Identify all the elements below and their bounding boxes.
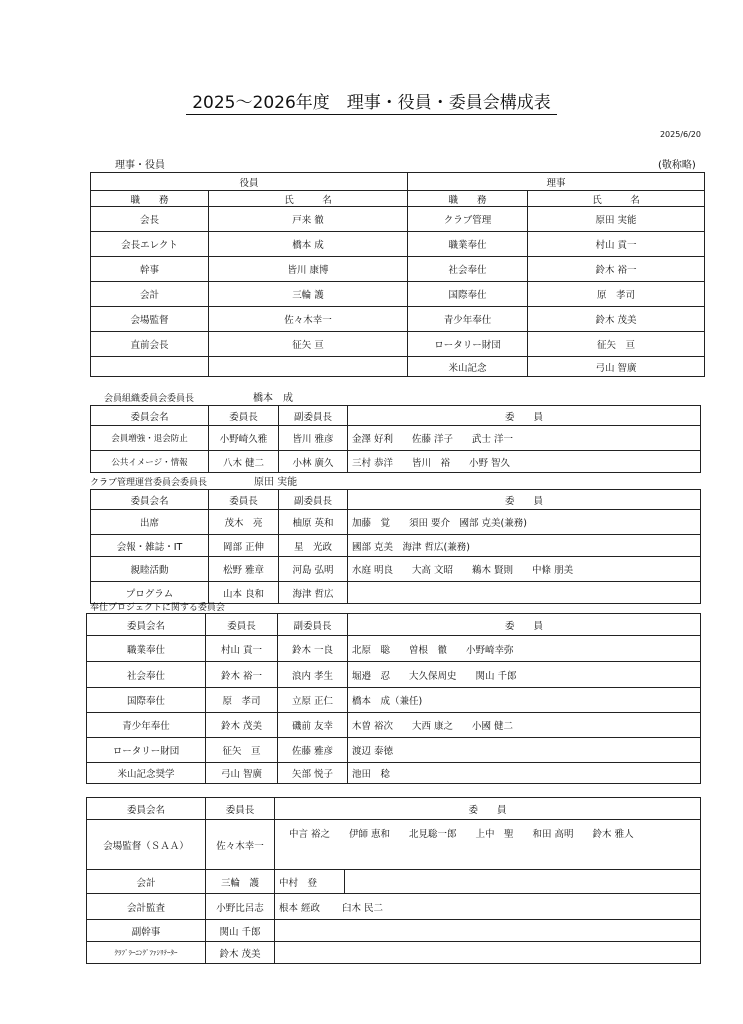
table-row xyxy=(91,232,705,257)
cell xyxy=(348,582,701,604)
document-title-text: 2025～2026年度 理事・役員・委員会構成表 xyxy=(186,93,557,115)
cell xyxy=(91,357,209,377)
cell: 加藤 覚 須田 要介 國部 克美(兼務) xyxy=(348,510,701,535)
col-header: 委員会名 xyxy=(91,406,209,426)
cell: 三輪 護 xyxy=(206,870,275,894)
cell: 公共イメージ・情報 xyxy=(91,451,209,473)
cell: 佐々木幸一 xyxy=(206,820,275,870)
cell: 立原 正仁 xyxy=(278,688,348,713)
cell: 征矢 亘 xyxy=(528,332,705,357)
table-row xyxy=(87,870,701,894)
cell: 小野比呂志 xyxy=(206,894,275,920)
table-row xyxy=(91,282,705,307)
cell: 木曽 裕次 大西 康之 小國 健二 xyxy=(348,713,701,738)
cell: 親睦活動 xyxy=(91,557,209,582)
cell: ロータリー財団 xyxy=(408,332,528,357)
officers-header: 役員 xyxy=(91,173,408,191)
cell: 征矢 亘 xyxy=(206,738,278,763)
table-row xyxy=(91,357,705,377)
col-header: 副委員長 xyxy=(279,406,348,426)
col-header: 委 員 xyxy=(348,406,701,426)
table-row xyxy=(87,662,701,688)
cell: 海津 哲広 xyxy=(279,582,348,604)
cell: 鈴木 茂美 xyxy=(528,307,705,332)
table-row xyxy=(87,738,701,763)
cell: 茂木 亮 xyxy=(209,510,279,535)
cell: 松野 雅章 xyxy=(209,557,279,582)
cell: 三輪 護 xyxy=(209,282,408,307)
table-row xyxy=(87,920,701,942)
cell: 池田 稔 xyxy=(348,763,701,784)
cell: 鈴木 裕一 xyxy=(206,662,278,688)
col-header: 委員会名 xyxy=(87,798,206,820)
member-name: 臼木 民二 xyxy=(342,902,384,914)
table-row xyxy=(87,763,701,784)
cell: 征矢 亘 xyxy=(209,332,408,357)
cell: ロータリー財団 xyxy=(87,738,206,763)
table-row xyxy=(87,688,701,713)
col-header: 委員長 xyxy=(206,614,278,636)
cell: 矢部 悦子 xyxy=(278,763,348,784)
cell: 橋本 成 xyxy=(209,232,408,257)
cell: 社会奉仕 xyxy=(408,257,528,282)
col-header: 副委員長 xyxy=(279,490,348,510)
cell: 河島 弘明 xyxy=(279,557,348,582)
cell: 堀邉 忍 大久保周史 関山 千郎 xyxy=(348,662,701,688)
cell: 磯前 友幸 xyxy=(278,713,348,738)
cell: 副幹事 xyxy=(87,920,206,942)
cell xyxy=(209,357,408,377)
duty-header: 職 務 xyxy=(91,191,209,207)
cell: 原 孝司 xyxy=(206,688,278,713)
honorifics-note: (敬称略) xyxy=(658,160,696,171)
cell: 小林 廣久 xyxy=(279,451,348,473)
name-header: 氏 名 xyxy=(528,191,705,207)
cell: 弓山 智廣 xyxy=(528,357,705,377)
service-projects-table xyxy=(86,613,701,784)
cell: 弓山 智廣 xyxy=(206,763,278,784)
cell: 星 光政 xyxy=(279,535,348,557)
col-header: 委員長 xyxy=(206,798,275,820)
col-header: 委 員 xyxy=(348,490,701,510)
club-admin-committee-table xyxy=(90,489,701,604)
service-projects-label: 奉仕プロジェクトに関する委員会 xyxy=(90,603,225,613)
membership-committee-label: 会員組織委員会委員長 xyxy=(104,394,195,404)
cell: 中言 裕之 伊師 恵和 北見聡一郎 上中 聖 和田 高明 鈴木 雅人 xyxy=(275,820,701,870)
cell: 三村 恭洋 皆川 裕 小野 智久 xyxy=(348,451,701,473)
cell: 会計 xyxy=(87,870,206,894)
cell: 米山記念奨学 xyxy=(87,763,206,784)
directors-header: 理事 xyxy=(408,173,705,191)
cell: 社会奉仕 xyxy=(87,662,206,688)
cell: 柚原 英和 xyxy=(279,510,348,535)
table-row xyxy=(91,426,701,451)
col-header: 委員会名 xyxy=(87,614,206,636)
cell: 戸来 徹 xyxy=(209,207,408,232)
cell: 浪内 孝生 xyxy=(278,662,348,688)
table-row xyxy=(87,713,701,738)
cell: 会長エレクト xyxy=(91,232,209,257)
cell: 職業奉仕 xyxy=(408,232,528,257)
table-row xyxy=(91,307,705,332)
document-date: 2025/6/20 xyxy=(659,130,701,139)
cell: 佐々木幸一 xyxy=(209,307,408,332)
cell: 出席 xyxy=(91,510,209,535)
cell: 八木 健二 xyxy=(209,451,279,473)
cell: ｸﾗﾌﾞﾗｰﾆﾝｸﾞﾌｧｼﾘﾃｰﾀｰ xyxy=(87,942,206,964)
cell: 村山 貢一 xyxy=(528,232,705,257)
cell: 国際奉仕 xyxy=(408,282,528,307)
col-header: 委員会名 xyxy=(91,490,209,510)
cell: 青少年奉仕 xyxy=(408,307,528,332)
other-committees-table xyxy=(86,797,701,964)
cell: 村山 貢一 xyxy=(206,636,278,662)
cell: 会計監査 xyxy=(87,894,206,920)
table-row xyxy=(91,535,701,557)
table-row xyxy=(87,820,701,870)
cell: 会場監督（ＳＡＡ） xyxy=(87,820,206,870)
cell: 橋本 成（兼任) xyxy=(348,688,701,713)
cell: 会場監督 xyxy=(91,307,209,332)
cell: 会長 xyxy=(91,207,209,232)
cell: 鈴木 一良 xyxy=(278,636,348,662)
cell: 渡辺 泰徳 xyxy=(348,738,701,763)
cell: 会報・雑誌・IT xyxy=(91,535,209,557)
cell: 原 孝司 xyxy=(528,282,705,307)
name-header: 氏 名 xyxy=(209,191,408,207)
table-row xyxy=(91,207,705,232)
duty-header: 職 務 xyxy=(408,191,528,207)
cell: 会計 xyxy=(91,282,209,307)
officers-directors-table xyxy=(90,172,705,377)
table-row xyxy=(91,257,705,282)
col-header: 委 員 xyxy=(348,614,701,636)
cell: 皆川 康博 xyxy=(209,257,408,282)
cell: 直前会長 xyxy=(91,332,209,357)
col-header: 委員長 xyxy=(209,490,279,510)
cell: プログラム xyxy=(91,582,209,604)
section-officers-label: 理事・役員 xyxy=(115,160,165,171)
cell xyxy=(345,870,701,894)
table-row xyxy=(91,451,701,473)
table-row xyxy=(91,332,705,357)
cell: 鈴木 茂美 xyxy=(206,942,275,964)
col-header: 委員長 xyxy=(209,406,279,426)
cell: 関山 千郎 xyxy=(206,920,275,942)
cell: 鈴木 茂美 xyxy=(206,713,278,738)
table-row xyxy=(87,942,701,964)
cell: 国際奉仕 xyxy=(87,688,206,713)
cell: 岡部 正伸 xyxy=(209,535,279,557)
cell: 鈴木 裕一 xyxy=(528,257,705,282)
document-title xyxy=(0,88,743,113)
cell: 会員増強・退会防止 xyxy=(91,426,209,451)
table-row xyxy=(91,557,701,582)
cell: 佐藤 雅彦 xyxy=(278,738,348,763)
membership-committee-table xyxy=(90,405,701,473)
cell: 青少年奉仕 xyxy=(87,713,206,738)
cell: 山本 良和 xyxy=(209,582,279,604)
cell: 中村 登 xyxy=(275,870,345,894)
cell: 金澤 好利 佐藤 洋子 武士 洋一 xyxy=(348,426,701,451)
table-row xyxy=(87,636,701,662)
cell xyxy=(275,942,701,964)
cell: 原田 実能 xyxy=(528,207,705,232)
cell: 國部 克美 海津 哲広(兼務) xyxy=(348,535,701,557)
table-row xyxy=(91,510,701,535)
table-row xyxy=(87,894,701,920)
cell: 皆川 雅彦 xyxy=(279,426,348,451)
cell: 幹事 xyxy=(91,257,209,282)
cell xyxy=(275,920,701,942)
cell: 米山記念 xyxy=(408,357,528,377)
col-header: 副委員長 xyxy=(278,614,348,636)
member-name: 根本 經政 xyxy=(279,902,321,914)
cell: 職業奉仕 xyxy=(87,636,206,662)
cell: 水庭 明良 大高 文昭 鵜木 賢則 中條 朋美 xyxy=(348,557,701,582)
club-admin-committee-label: クラブ管理運営委員会委員長 xyxy=(90,478,208,488)
col-header: 委 員 xyxy=(275,798,701,820)
cell: 北原 聡 曽根 徹 小野崎幸弥 xyxy=(348,636,701,662)
membership-committee-chair: 橋本 成 xyxy=(253,393,293,404)
club-admin-committee-chair: 原田 実能 xyxy=(254,477,298,488)
cell xyxy=(275,894,701,920)
cell: 小野崎久雅 xyxy=(209,426,279,451)
cell: クラブ管理 xyxy=(408,207,528,232)
